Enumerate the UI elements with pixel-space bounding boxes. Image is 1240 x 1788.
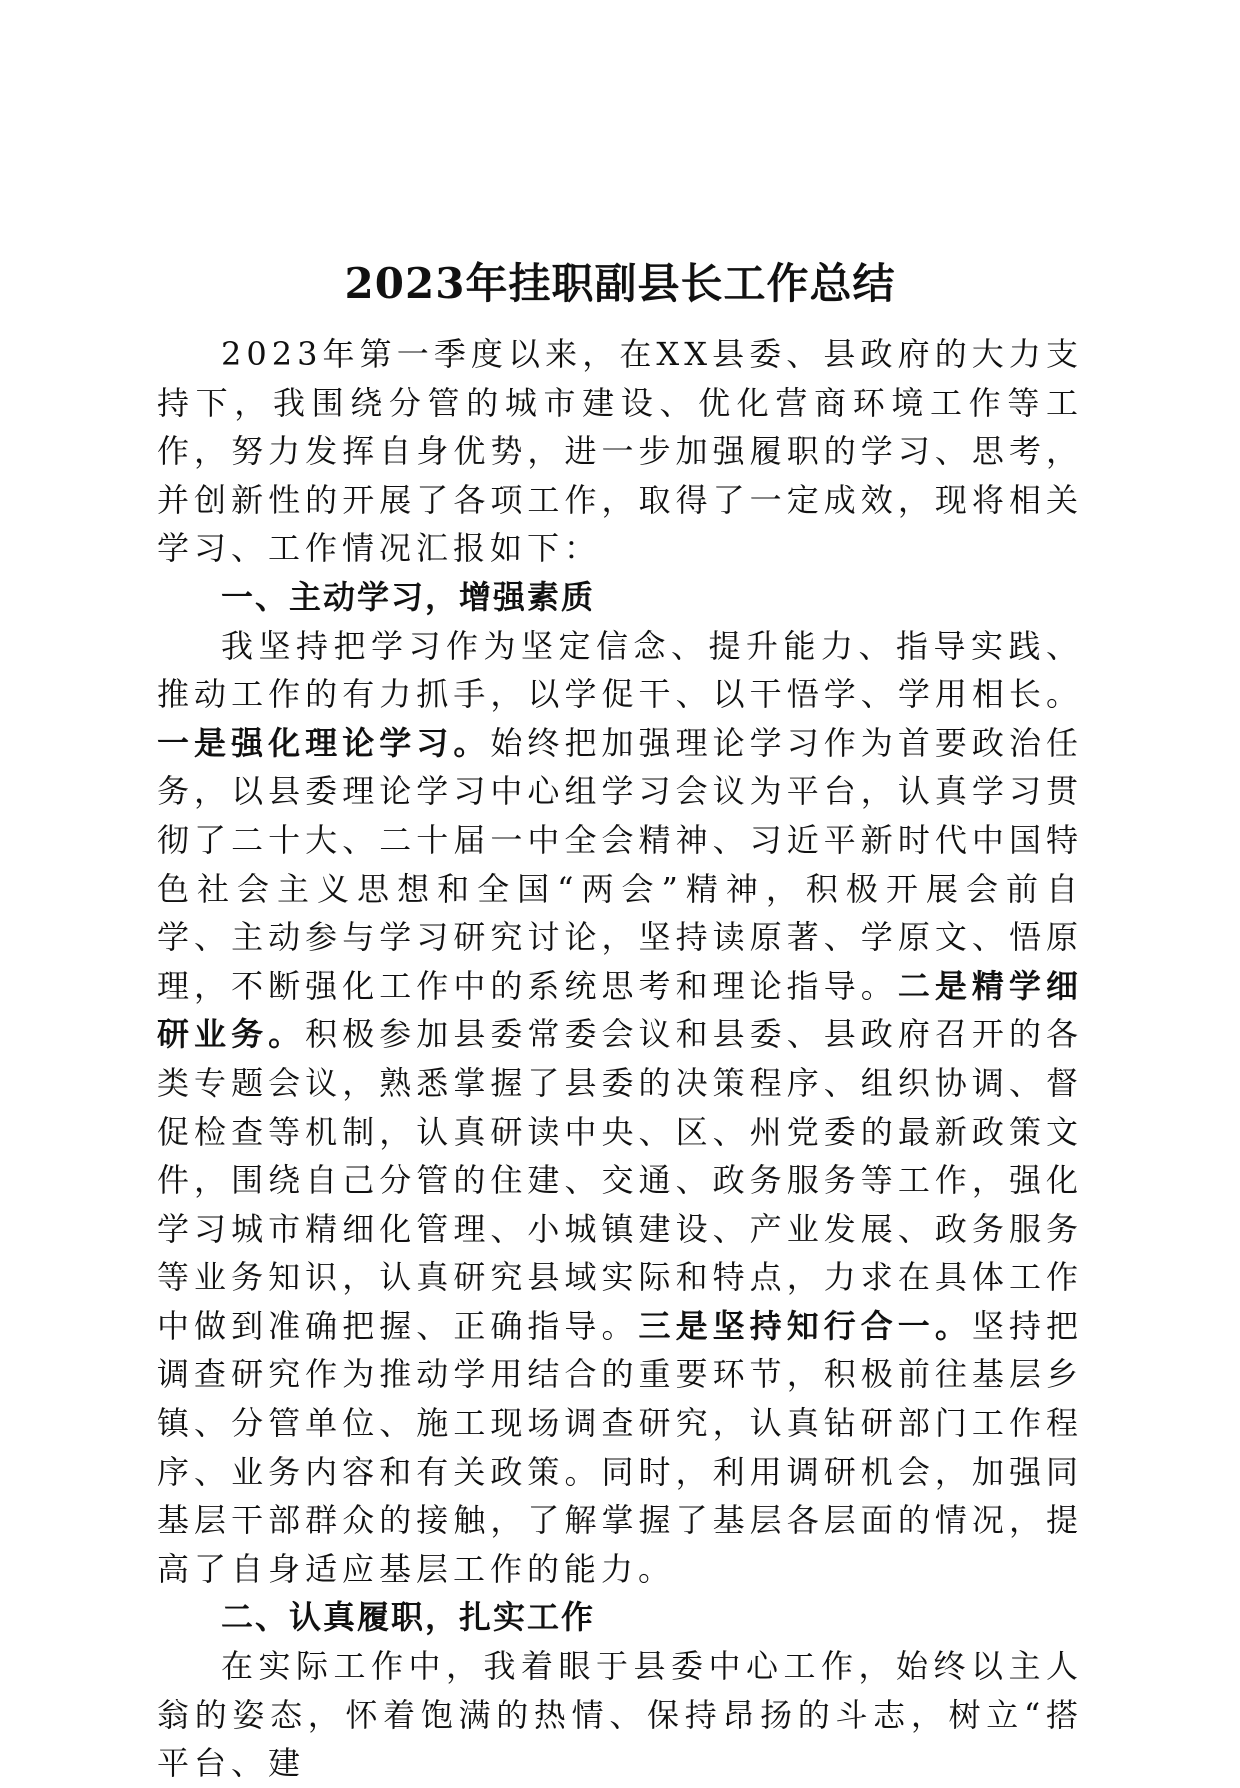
point-3-title: 三是坚持知行合一。 <box>638 1306 972 1345</box>
document-title: 2023年挂职副县长工作总结 <box>344 259 896 309</box>
section-1-lead: 我坚持把学习作为坚定信念、提升能力、指导实践、推动工作的有力抓手，以学促干、以干悟学、学用相长。 <box>157 626 1083 714</box>
section-2-paragraph: 在实际工作中，我着眼于县委中心工作，始终以主人翁的姿态，怀着饱满的热情、保持昂扬的斗志，树立“搭平台、建 <box>157 1647 1083 1783</box>
point-2-text: 积极参加县委常委会议和县委、县政府召开的各类专题会议，熟悉掌握了县委的决策程序、组织协调、督促检查等机制，认真研读中央、区、州党委的最新政策文件，围绕自己分管的住建、交通、政务服务等工作，强化学习城市精细化管理、小城镇建设、产业发展、政务服务等业务知识，认真研究县域实际和特点，力求在具体工作中做到准确把握、正确指导。 <box>157 1015 1083 1345</box>
section-2-heading: 二、认真履职，扎实工作 <box>221 1598 596 1637</box>
point-3-text: 坚持把调查研究作为推动学用结合的重要环节，积极前往基层乡镇、分管单位、施工现场调查研究，认真钻研部门工作程序、业务内容和有关政策。同时，利用调研机会，加强同基层干部群众的接触，了解掌握了基层各层面的情况，提高了自身适应基层工作的能力。 <box>157 1306 1083 1588</box>
section-1-heading: 一、主动学习，增强素质 <box>221 577 596 616</box>
point-1-text: 始终把加强理论学习作为首要政治任务，以县委理论学习中心组学习会议为平台，认真学习贯彻了二十大、二十届一中全会精神、习近平新时代中国特色社会主义思想和全国“两会”精神，积极开展会前自学、主动参与学习研究讨论，坚持读原著、学原文、悟原理，不断强化工作中的系统思考和理论指导。 <box>157 723 1083 1005</box>
document-body <box>157 330 1083 1788</box>
section-1-paragraph <box>157 622 1083 1594</box>
point-2-title: 二是精学细研业务。 <box>157 966 1083 1054</box>
point-1-title: 一是强化理论学习。 <box>157 723 491 762</box>
intro-paragraph: 2023年第一季度以来，在XX县委、县政府的大力支持下，我围绕分管的城市建设、优化营商环境工作等工作，努力发挥自身优势，进一步加强履职的学习、思考，并创新性的开展了各项工作，取得了一定成效，现将相关学习、工作情况汇报如下： <box>157 335 1083 568</box>
document-page <box>157 0 1083 1783</box>
